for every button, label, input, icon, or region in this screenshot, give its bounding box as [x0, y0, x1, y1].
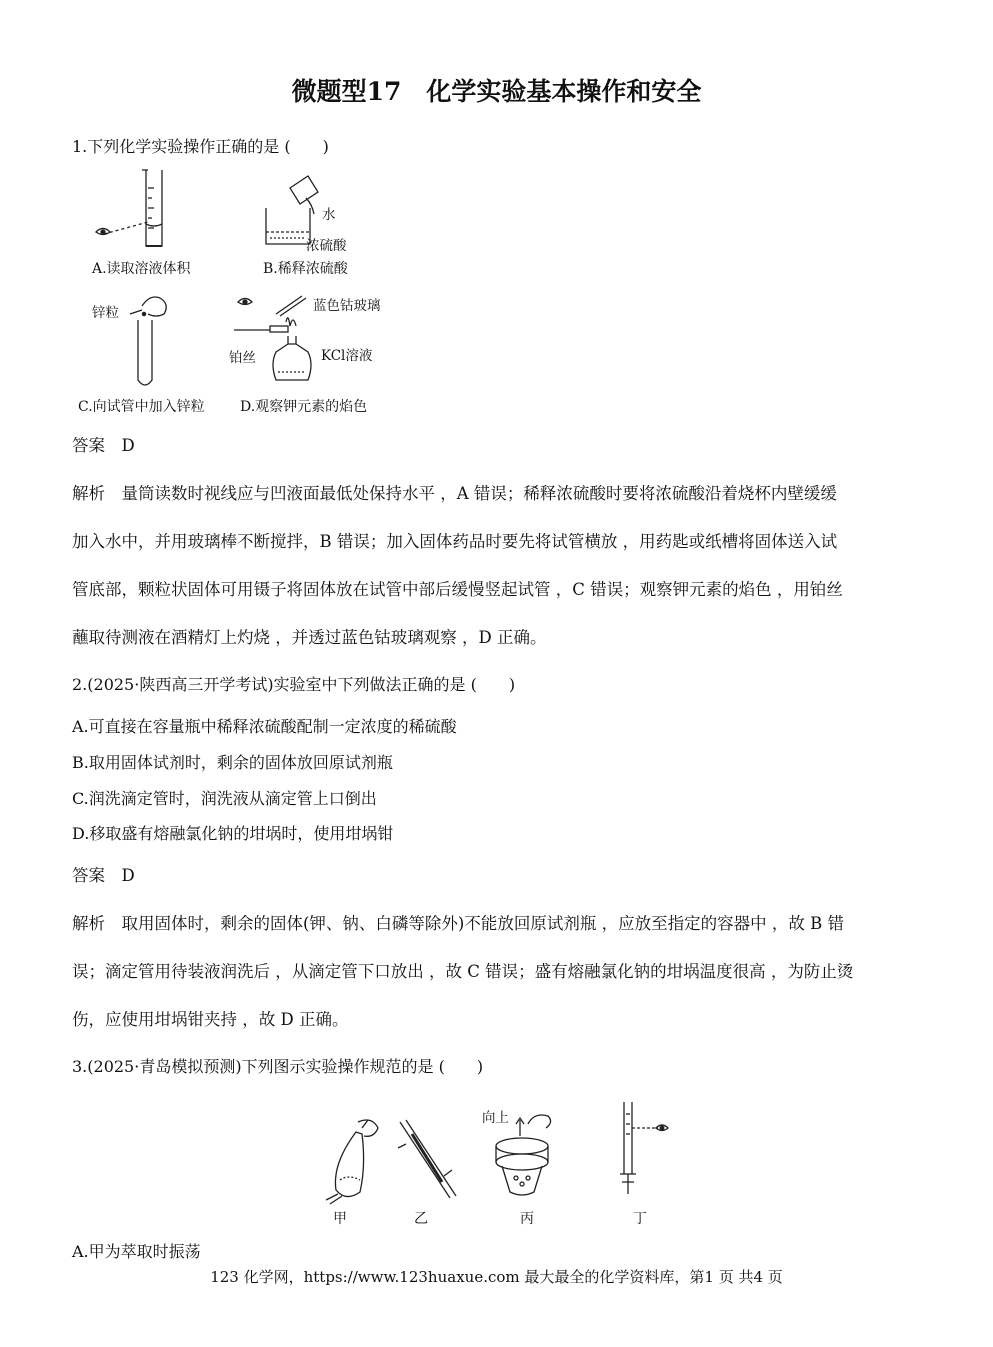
question-2-option-d: D.移取盛有熔融氯化钠的坩埚时，使用坩埚钳	[72, 824, 394, 843]
figure-c-testtube	[126, 292, 176, 392]
figure-a-caption: A.读取溶液体积	[92, 261, 191, 277]
figure-yi-condenser	[392, 1118, 462, 1203]
question-1-analysis-line: 加入水中，并用玻璃棒不断搅拌，B 错误；加入固体药品时要先将试管横放 ，用药匙或纸槽将固体送入试	[72, 532, 838, 551]
figure-b-label-acid: 浓硫酸	[306, 238, 347, 254]
figure-d-caption: D.观察钾元素的焰色	[240, 399, 368, 415]
figure-label-ding: 丁	[633, 1211, 647, 1227]
figure-d-label-wire: 铂丝	[229, 350, 256, 366]
figure-c-label-zinc: 锌粒	[92, 305, 119, 321]
question-2-analysis-line: 误；滴定管用待装液润洗后 ，从滴定管下口放出 ，故 C 错误；盛有熔融氯化钠的坩埚温度很高 ，为防止烫	[72, 962, 854, 981]
question-3-option-a: A.甲为萃取时振荡	[72, 1242, 201, 1261]
question-2-stem: 2.(2025·陕西高三开学考试)实验室中下列做法正确的是 ( )	[72, 675, 516, 694]
figure-bing-label-up: 向上	[482, 1110, 509, 1126]
figure-label-bing: 丙	[520, 1211, 534, 1227]
figure-b-caption: B.稀释浓硫酸	[263, 261, 348, 277]
figure-jia-funnel	[318, 1110, 388, 1205]
question-1-analysis-line: 解析 量筒读数时视线应与凹液面最低处保持水平 ，A 错误；稀释浓硫酸时要将浓硫酸沿着烧杯内壁缓缓	[72, 484, 837, 503]
figure-b-label-water: 水	[322, 207, 336, 223]
question-2-option-c: C.润洗滴定管时，润洗液从滴定管上口倒出	[72, 789, 377, 808]
question-2-option-b: B.取用固体试剂时，剩余的固体放回原试剂瓶	[72, 753, 393, 772]
figure-c-caption: C.向试管中加入锌粒	[78, 399, 205, 415]
question-1-analysis-line: 蘸取待测液在酒精灯上灼烧 ，并透过蓝色钴玻璃观察 ，D 正确。	[72, 628, 547, 647]
figure-d-label-glass: 蓝色钴玻璃	[313, 298, 381, 314]
figure-ding-burette	[612, 1100, 682, 1205]
question-3-stem: 3.(2025·青岛模拟预测)下列图示实验操作规范的是 ( )	[72, 1057, 484, 1076]
page-title: 微题型17 化学实验基本操作和安全	[291, 77, 702, 106]
question-2-answer: 答案 D	[72, 866, 135, 885]
question-2-analysis-line: 解析 取用固体时，剩余的固体(钾、钠、白磷等除外)不能放回原试剂瓶 ，应放至指定的容器中 ，故 B 错	[72, 914, 844, 933]
page-footer: 123 化学网，https://www.123huaxue.com 最大最全的化学资料库，第1 页 共4 页	[210, 1268, 783, 1286]
question-1-answer: 答案 D	[72, 436, 135, 455]
figure-a-cylinder	[90, 168, 180, 253]
figure-label-yi: 乙	[414, 1211, 428, 1227]
figure-d-flame-test	[230, 292, 310, 392]
figure-label-jia: 甲	[333, 1211, 347, 1227]
figure-d-label-kcl: KCl溶液	[321, 348, 373, 364]
question-1-stem: 1.下列化学实验操作正确的是 ( )	[72, 137, 329, 156]
question-1-analysis-line: 管底部，颗粒状固体可用镊子将固体放在试管中部后缓慢竖起试管 ，C 错误；观察钾元素的焰色 ，用铂丝	[72, 580, 843, 599]
question-2-option-a: A.可直接在容量瓶中稀释浓硫酸配制一定浓度的稀硫酸	[72, 717, 457, 736]
question-2-analysis-line: 伤，应使用坩埚钳夹持 ，故 D 正确。	[72, 1010, 349, 1029]
